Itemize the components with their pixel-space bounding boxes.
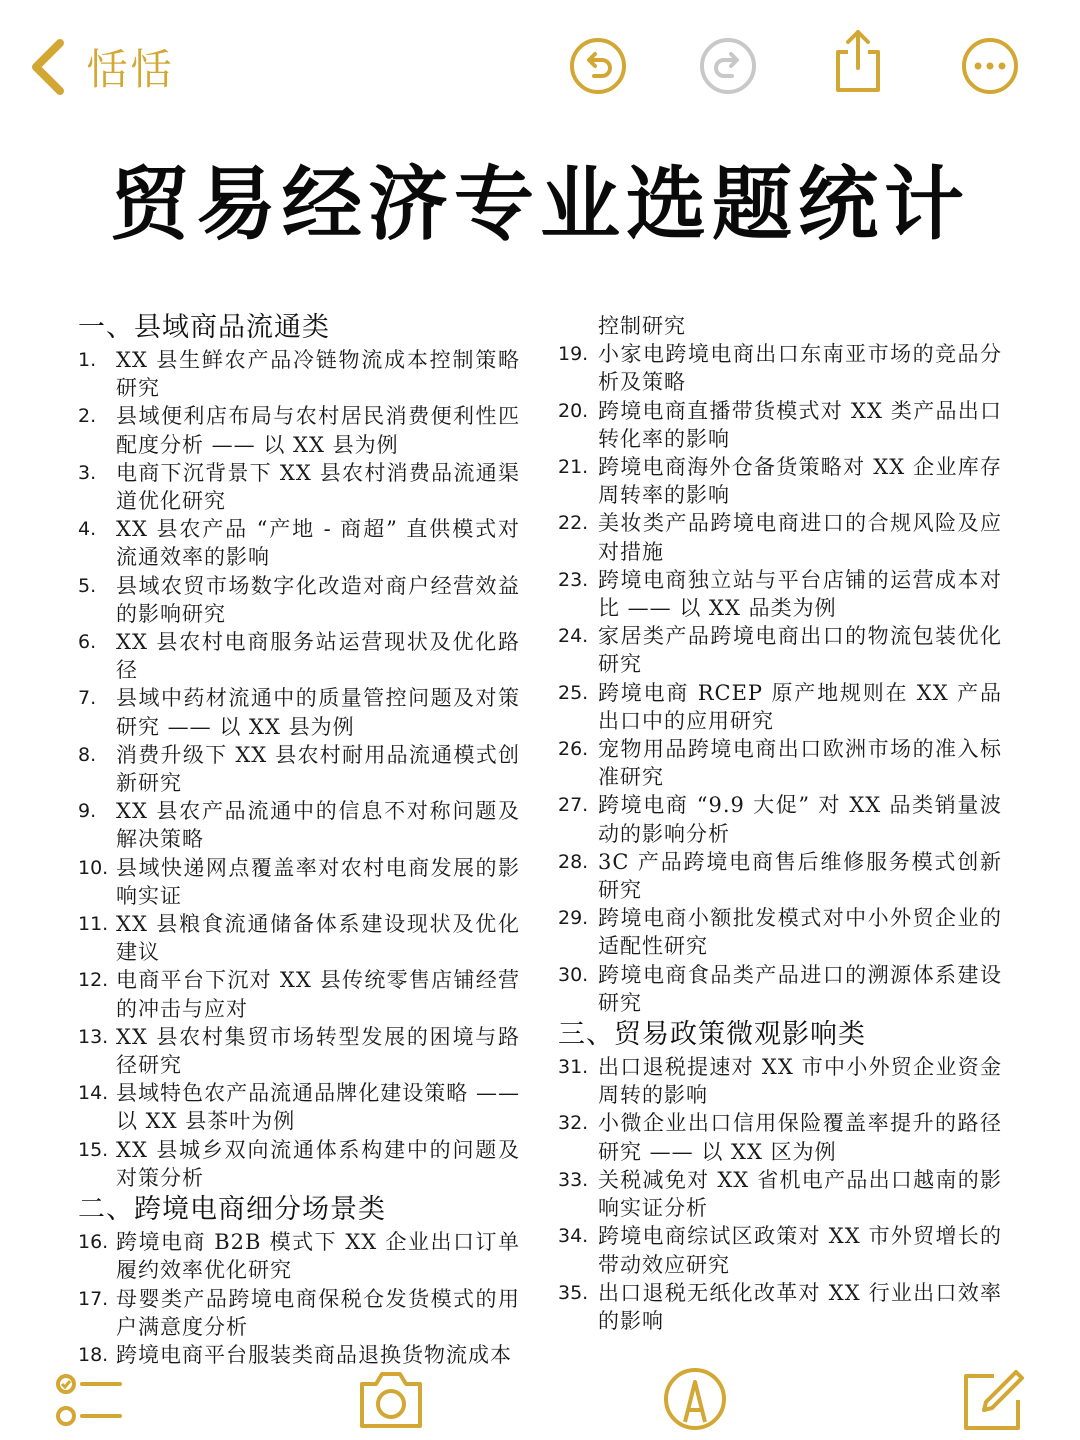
item-text: 小家电跨境电商出口东南亚市场的竞品分析及策略 (598, 342, 1002, 395)
compose-button[interactable] (958, 1366, 1028, 1436)
camera-icon (356, 1368, 426, 1430)
item-number: 22. (558, 512, 589, 535)
list-item (78, 854, 520, 910)
item-number: 7. (78, 687, 97, 710)
item-number: 30. (558, 963, 589, 986)
item-number: 35. (558, 1281, 589, 1304)
section-heading-3: 三、贸易政策微观影响类 (558, 1019, 866, 1051)
item-text: 县域快递网点覆盖率对农村电商发展的影响实证 (116, 855, 520, 908)
list-item (558, 735, 1002, 791)
list-item (78, 1285, 520, 1341)
topic-list-2-cont (558, 340, 1002, 1017)
list-item (78, 910, 520, 966)
item-number: 19. (558, 343, 589, 366)
more-icon (960, 36, 1020, 96)
item-text: 出口退税提速对 XX 市中小外贸企业资金周转的影响 (598, 1055, 1002, 1108)
list-item (558, 1222, 1002, 1278)
list-item (558, 622, 1002, 678)
list-item (78, 515, 520, 571)
item-number: 5. (78, 574, 97, 597)
item-number: 34. (558, 1225, 589, 1248)
list-item (78, 684, 520, 740)
item-number: 32. (558, 1112, 589, 1135)
list-item (558, 679, 1002, 735)
item-text: XX 县农村集贸市场转型发展的困境与路径研究 (116, 1024, 520, 1078)
list-item (78, 346, 520, 402)
right-column (558, 312, 1002, 1335)
item-text: 跨境电商小额批发模式对中小外贸企业的适配性研究 (598, 906, 1002, 959)
topic-list-2 (78, 1228, 520, 1369)
undo-icon (568, 36, 628, 96)
item-number: 11. (78, 913, 109, 936)
item-text: 跨境电商平台服装类商品退换货物流成本 (116, 1342, 512, 1367)
item-number: 29. (558, 907, 589, 930)
markup-pen-icon (660, 1364, 730, 1434)
item-text: 电商下沉背景下 XX 县农村消费品流通渠道优化研究 (116, 460, 520, 514)
list-item (558, 1166, 1002, 1222)
item-text: 跨境电商海外仓备货策略对 XX 企业库存周转率的影响 (598, 455, 1002, 508)
list-item (558, 1279, 1002, 1335)
left-column (78, 310, 520, 1369)
checklist-button[interactable] (56, 1370, 126, 1440)
item-text: XX 县农村电商服务站运营现状及优化路径 (116, 630, 520, 683)
item-number: 6. (78, 631, 97, 654)
item-number: 2. (78, 405, 97, 428)
list-item (558, 509, 1002, 565)
markup-button[interactable] (660, 1364, 730, 1434)
item-text: 县域便利店布局与农村居民消费便利性匹配度分析 —— 以 XX 县为例 (116, 404, 520, 457)
share-icon (828, 28, 888, 96)
list-item (558, 791, 1002, 847)
item-number: 9. (78, 800, 97, 823)
list-item (78, 1079, 520, 1135)
item-text: 宠物用品跨境电商出口欧洲市场的准入标准研究 (598, 737, 1002, 790)
item-number: 17. (78, 1287, 109, 1310)
item-text: 跨境电商独立站与平台店铺的运营成本对比 —— 以 XX 品类为例 (598, 567, 1002, 621)
item-number: 24. (558, 625, 589, 648)
item-number: 33. (558, 1168, 589, 1191)
item-number: 26. (558, 738, 589, 761)
item-text: XX 县粮食流通储备体系建设现状及优化建议 (116, 912, 520, 965)
item-number: 25. (558, 681, 589, 704)
list-item (78, 797, 520, 853)
compose-icon (958, 1366, 1028, 1436)
item-text: 县域中药材流通中的质量管控问题及对策研究 —— 以 XX 县为例 (116, 686, 520, 739)
item-text: 家居类产品跨境电商出口的物流包装优化研究 (598, 624, 1002, 677)
item-text: 跨境电商 RCEP 原产地规则在 XX 产品出口中的应用研究 (598, 680, 1002, 733)
item-text: XX 县生鲜农产品冷链物流成本控制策略研究 (116, 348, 520, 401)
list-item (78, 1023, 520, 1079)
list-item (558, 340, 1002, 396)
list-item (78, 1228, 520, 1284)
item-text: XX 县农产品流通中的信息不对称问题及解决策略 (116, 799, 520, 852)
item-text: 跨境电商 “9.9 大促” 对 XX 品类销量波动的影响分析 (598, 793, 1002, 846)
undo-button[interactable] (568, 36, 628, 96)
item-number: 13. (78, 1025, 109, 1048)
share-button[interactable] (828, 28, 888, 88)
item-number: 23. (558, 568, 589, 591)
item-number: 8. (78, 743, 97, 766)
item-text: 美妆类产品跨境电商进口的合规风险及应对措施 (598, 511, 1002, 564)
list-item-continuation: 控制研究 (598, 314, 686, 338)
topic-list-1 (78, 346, 520, 1192)
item-number: 10. (78, 856, 109, 879)
list-item (78, 741, 520, 797)
list-item (558, 904, 1002, 960)
item-text: 消费升级下 XX 县农村耐用品流通模式创新研究 (116, 742, 520, 796)
list-item (558, 453, 1002, 509)
list-item (78, 966, 520, 1022)
item-text: 跨境电商 B2B 模式下 XX 企业出口订单履约效率优化研究 (116, 1230, 520, 1283)
item-text: XX 县城乡双向流通体系构建中的问题及对策分析 (116, 1137, 520, 1190)
item-number: 27. (558, 794, 589, 817)
list-item (78, 572, 520, 628)
list-item (78, 1136, 520, 1192)
item-text: 跨境电商食品类产品进口的溯源体系建设研究 (598, 962, 1002, 1015)
list-item (558, 1109, 1002, 1165)
item-number: 21. (558, 456, 589, 479)
item-text: 出口退税无纸化改革对 XX 行业出口效率的影响 (598, 1280, 1002, 1333)
item-text: 跨境电商直播带货模式对 XX 类产品出口转化率的影响 (598, 398, 1002, 451)
item-number: 14. (78, 1082, 109, 1105)
item-number: 20. (558, 399, 589, 422)
item-text: 跨境电商综试区政策对 XX 市外贸增长的带动效应研究 (598, 1224, 1002, 1277)
item-number: 16. (78, 1231, 109, 1254)
back-button[interactable] (28, 32, 174, 102)
checklist-icon (56, 1370, 126, 1430)
item-number: 1. (78, 349, 97, 371)
page-title: 贸易经济专业选题统计 (110, 158, 970, 251)
list-item (78, 402, 520, 458)
item-number: 12. (78, 969, 109, 992)
camera-button[interactable] (356, 1368, 426, 1438)
list-item (78, 459, 520, 515)
item-text: 3C 产品跨境电商售后维修服务模式创新研究 (598, 849, 1002, 903)
navigation-bar (0, 0, 1080, 135)
item-number: 4. (78, 518, 97, 541)
item-number: 3. (78, 461, 97, 484)
item-number: 15. (78, 1138, 109, 1161)
item-text: 县域特色农产品流通品牌化建设策略 —— 以 XX 县茶叶为例 (116, 1081, 520, 1134)
item-text: 县域农贸市场数字化改造对商户经营效益的影响研究 (116, 573, 520, 626)
topic-list-3 (558, 1053, 1002, 1335)
item-text: 关税减免对 XX 省机电产品出口越南的影响实证分析 (598, 1167, 1002, 1221)
item-number: 18. (78, 1343, 109, 1366)
list-item (558, 961, 1002, 1017)
chevron-left-icon (28, 37, 68, 97)
item-number: 28. (558, 850, 589, 873)
list-item (558, 566, 1002, 622)
list-item (558, 1053, 1002, 1109)
section-heading-1: 一、县域商品流通类 (78, 312, 330, 343)
redo-icon (698, 36, 758, 96)
list-item (558, 397, 1002, 453)
section-heading-2: 二、跨境电商细分场景类 (78, 1194, 386, 1226)
item-text: 小微企业出口信用保险覆盖率提升的路径研究 —— 以 XX 区为例 (598, 1111, 1002, 1164)
item-number: 31. (558, 1056, 589, 1079)
item-text: 母婴类产品跨境电商保税仓发货模式的用户满意度分析 (116, 1286, 520, 1339)
list-item (78, 628, 520, 684)
list-item (558, 848, 1002, 904)
bottom-toolbar (0, 1360, 1080, 1440)
item-text: 电商平台下沉对 XX 县传统零售店铺经营的冲击与应对 (116, 968, 520, 1021)
back-label: 恬恬 (86, 45, 175, 94)
more-button[interactable] (960, 36, 1020, 96)
item-text: XX 县农产品 “产地 - 商超” 直供模式对流通效率的影响 (116, 517, 520, 570)
redo-button[interactable] (698, 36, 758, 96)
